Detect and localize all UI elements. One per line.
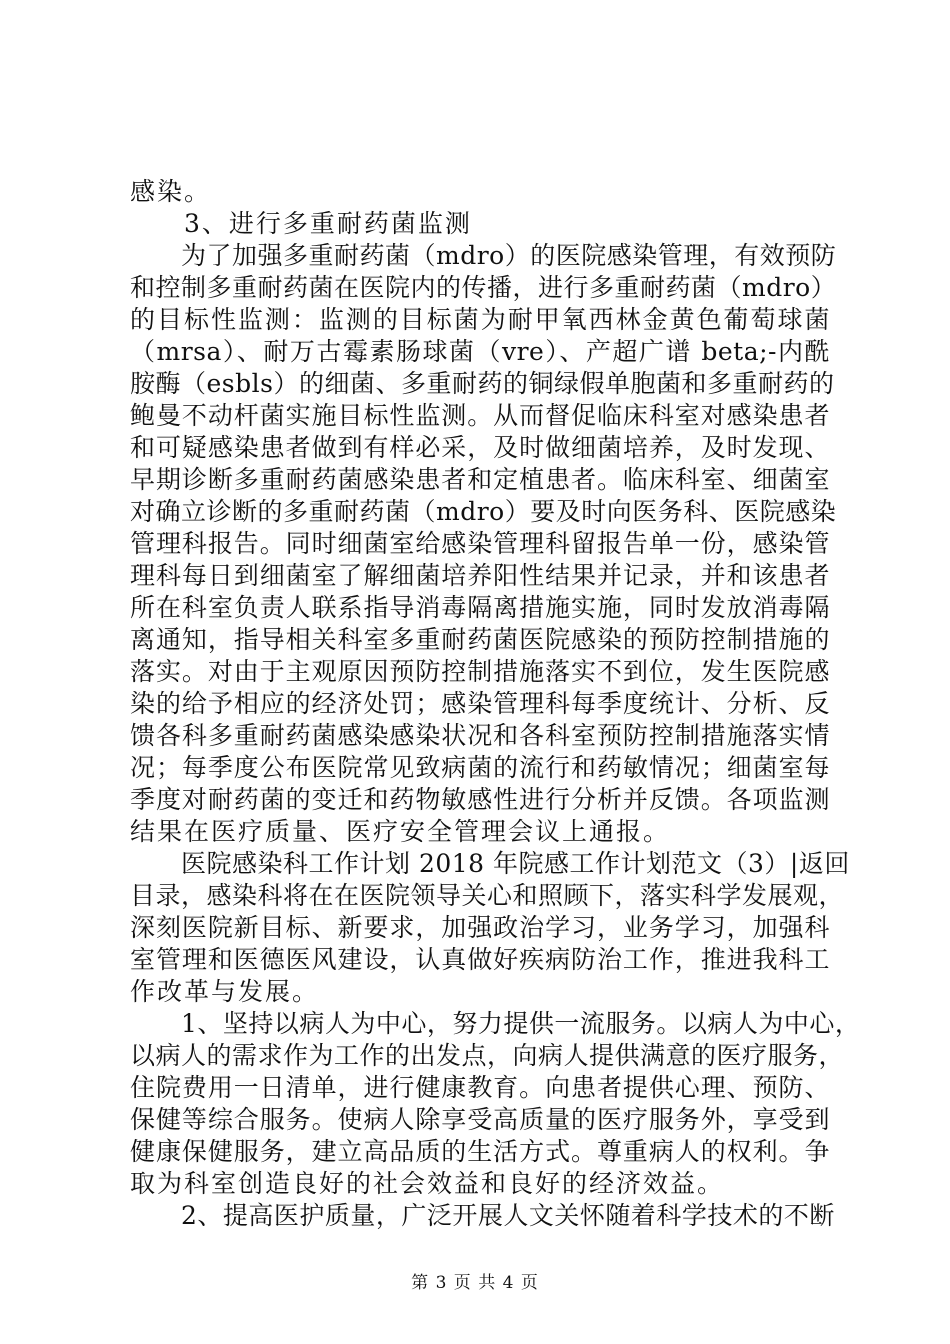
text-line: 鲍曼不动杆菌实施目标性监测。从而督促临床科室对感染患者	[130, 401, 830, 430]
text-line: 室管理和医德医风建设，认真做好疾病防治工作，推进我科工	[130, 945, 830, 974]
text-line: 2、提高医护质量，广泛开展人文关怀随着科学技术的不断	[130, 1201, 835, 1230]
text-line: （mrsa）、耐万古霉素肠球菌（vre）、产超广谱 beta;-内酰	[130, 337, 830, 366]
text-line: 馈各科多重耐药菌感染感染状况和各科室预防控制措施落实情	[130, 721, 830, 750]
text-line: 深刻医院新目标、新要求，加强政治学习，业务学习，加强科	[130, 913, 830, 942]
text-line: 取为科室创造良好的社会效益和良好的经济效益。	[130, 1169, 725, 1198]
text-line: 早期诊断多重耐药菌感染患者和定植患者。临床科室、细菌室	[130, 465, 830, 494]
text-line: 作改革与发展。	[130, 977, 320, 1006]
text-line: 胺酶（esbls）的细菌、多重耐药的铜绿假单胞菌和多重耐药的	[130, 369, 835, 398]
text-line: 所在科室负责人联系指导消毒隔离措施实施，同时发放消毒隔	[130, 593, 830, 622]
text-line: 的目标性监测：监测的目标菌为耐甲氧西林金黄色葡萄球菌	[130, 305, 830, 334]
text-line: 落实。对由于主观原因预防控制措施落实不到位，发生医院感	[130, 657, 830, 686]
text-line: 离通知，指导相关科室多重耐药菌医院感染的预防控制措施的	[130, 625, 830, 654]
text-line: 以病人的需求作为工作的出发点，向病人提供满意的医疗服务，	[130, 1041, 845, 1070]
text-line: 医院感染科工作计划 2018 年院感工作计划范文（3）|返回	[130, 849, 850, 878]
text-line: 管理科报告。同时细菌室给感染管理科留报告单一份，感染管	[130, 529, 830, 558]
text-line: 感染。	[130, 177, 212, 206]
text-line: 健康保健服务，建立高品质的生活方式。尊重病人的权利。争	[130, 1137, 830, 1166]
text-line: 和控制多重耐药菌在医院内的传播，进行多重耐药菌（mdro）	[130, 273, 837, 302]
text-line: 为了加强多重耐药菌（mdro）的医院感染管理，有效预防	[130, 241, 837, 270]
text-line: 结果在医疗质量、医疗安全管理会议上通报。	[130, 817, 671, 846]
text-line: 1、坚持以病人为中心，努力提供一流服务。以病人为中心，	[130, 1009, 861, 1038]
text-line: 况；每季度公布医院常见致病菌的流行和药敏情况；细菌室每	[130, 753, 830, 782]
text-line: 住院费用一日清单，进行健康教育。向患者提供心理、预防、	[130, 1073, 830, 1102]
text-line: 保健等综合服务。使病人除享受高质量的医疗服务外，享受到	[130, 1105, 830, 1134]
page-footer: 第 3 页 共 4 页	[411, 1273, 539, 1293]
text-line: 理科每日到细菌室了解细菌培养阳性结果并记录，并和该患者	[130, 561, 830, 590]
text-line: 染的给予相应的经济处罚；感染管理科每季度统计、分析、反	[130, 689, 830, 718]
text-line: 季度对耐药菌的变迁和药物敏感性进行分析并反馈。各项监测	[130, 785, 830, 814]
text-line: 对确立诊断的多重耐药菌（mdro）要及时向医务科、医院感染	[130, 497, 837, 526]
text-line: 和可疑感染患者做到有样必采，及时做细菌培养，及时发现、	[130, 433, 830, 462]
text-line: 目录，感染科将在在医院领导关心和照顾下，落实科学发展观，	[130, 881, 845, 910]
section-heading: 3、进行多重耐药菌监测	[130, 209, 472, 238]
